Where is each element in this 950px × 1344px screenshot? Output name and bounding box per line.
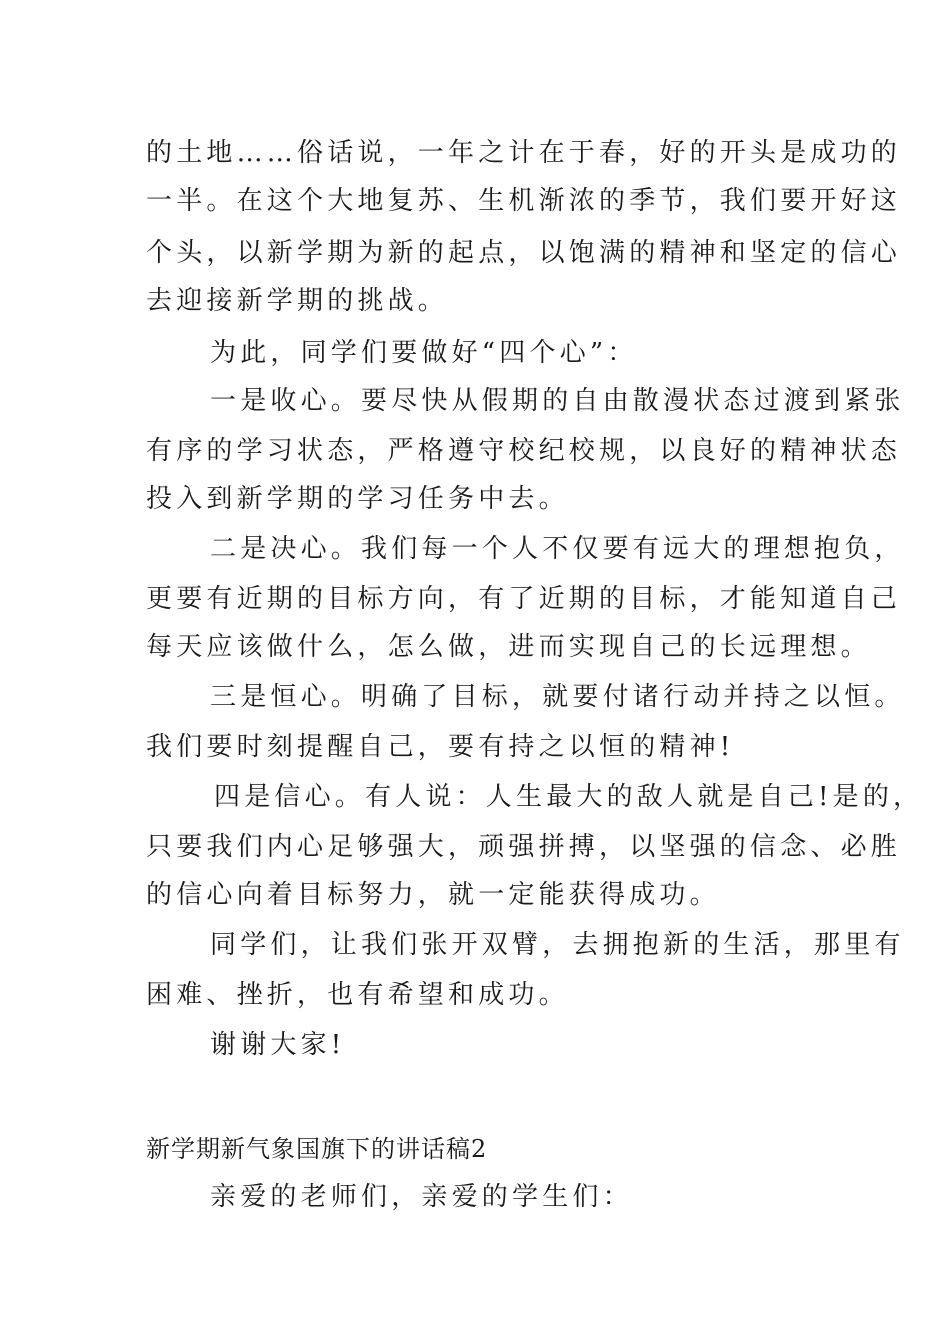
paragraph-line: 一是收心。要尽快从假期的自由散漫状态过渡到紧张 <box>210 386 905 416</box>
paragraph-line: 有序的学习状态，严格遵守校纪校规，以良好的精神状态 <box>146 436 902 466</box>
paragraph-line: 去迎接新学期的挑战。 <box>146 286 449 316</box>
paragraph-line: 我们要时刻提醒自己，要有持之以恒的精神! <box>146 732 735 762</box>
paragraph-line: 只要我们内心足够强大，顽强拼搏，以坚强的信念、必胜 <box>146 832 902 862</box>
paragraph-line: 二是决心。我们每一个人不仅要有远大的理想抱负， <box>210 534 905 564</box>
paragraph-line: 的信心向着目标努力，就一定能获得成功。 <box>146 880 720 910</box>
section-title: 新学期新气象国旗下的讲话稿2 <box>146 1135 488 1163</box>
paragraph-line: 更要有近期的目标方向，有了近期的目标，才能知道自己 <box>146 584 902 614</box>
paragraph-line: 一半。在这个大地复苏、生机渐浓的季节，我们要开好这 <box>146 186 902 216</box>
closing-line: 谢谢大家! <box>210 1030 346 1060</box>
paragraph-line: 同学们，让我们张开双臂，去拥抱新的生活，那里有 <box>210 930 905 960</box>
paragraph-line: 四是信心。有人说：人生最大的敌人就是自己!是的， <box>214 782 924 812</box>
paragraph-line: 个头，以新学期为新的起点，以饱满的精神和坚定的信心 <box>146 238 902 268</box>
paragraph-line: 每天应该做什么，怎么做，进而实现自己的长远理想。 <box>146 632 871 662</box>
paragraph-line: 三是恒心。明确了目标，就要付诸行动并持之以恒。 <box>210 682 905 712</box>
paragraph-line: 为此，同学们要做好“四个心”： <box>210 338 638 368</box>
paragraph-line: 的土地……俗话说，一年之计在于春，好的开头是成功的 <box>146 138 902 168</box>
greeting-line: 亲爱的老师们，亲爱的学生们： <box>210 1182 633 1212</box>
paragraph-line: 投入到新学期的学习任务中去。 <box>146 484 569 514</box>
paragraph-line: 困难、挫折，也有希望和成功。 <box>146 980 569 1010</box>
